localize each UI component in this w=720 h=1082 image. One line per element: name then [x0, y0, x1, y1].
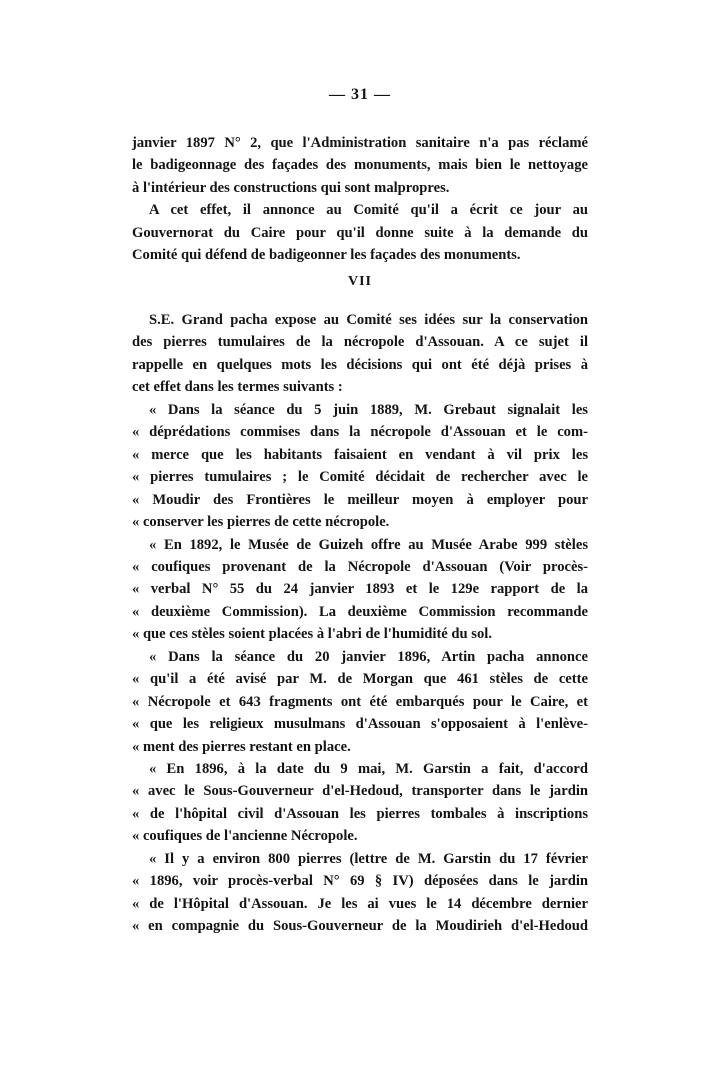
text-line: « Dans la séance du 20 janvier 1896, Artin pacha annonce: [149, 648, 588, 665]
text-line: des pierres tumulaires de la nécropole d'Assouan. A ce sujet il: [132, 334, 588, 351]
text-line: « Il y a environ 800 pierres (lettre de M. Garstin du 17 février: [149, 850, 588, 867]
text-line: « Nécropole et 643 fragments ont été embarqués pour le Caire, et: [132, 693, 588, 710]
text-line: « que les religieux musulmans d'Assouan s'opposaient à l'enlève-: [132, 716, 588, 733]
text-line: « Moudir des Frontières le meilleur moyen à employer pour: [132, 491, 588, 508]
text-line: « ment des pierres restant en place.: [132, 738, 351, 755]
text-line: cet effet dans les termes suivants :: [132, 379, 343, 396]
text-line: « coufiques provenant de la Nécropole d'Assouan (Voir procès-: [132, 558, 588, 575]
text-line: « merce que les habitants faisaient en vendant à vil prix les: [132, 446, 588, 463]
text-line: « avec le Sous-Gouverneur d'el-Hedoud, transporter dans le jardin: [132, 783, 588, 800]
text-line: « Dans la séance du 5 juin 1889, M. Grebaut signalait les: [149, 401, 588, 418]
text-line: Gouvernorat du Caire pour qu'il donne suite à la demande du: [132, 224, 588, 241]
text-line: « que ces stèles soient placées à l'abri de l'humidité du sol.: [132, 626, 492, 643]
text-line: « 1896, voir procès-verbal N° 69 § IV) déposées dans le jardin: [132, 873, 588, 890]
text-line: « de l'Hôpital d'Assouan. Je les ai vues le 14 décembre dernier: [132, 895, 588, 912]
text-line: « coufiques de l'ancienne Nécropole.: [132, 828, 358, 845]
page-number: — 31 —: [329, 86, 391, 103]
text-line: Comité qui défend de badigeonner les façades des monuments.: [132, 247, 521, 263]
text-line: à l'intérieur des constructions qui sont malpropres.: [132, 179, 450, 196]
text-line: « en compagnie du Sous-Gouverneur de la Moudirieh d'el-Hedoud: [132, 918, 588, 935]
text-line: janvier 1897 N° 2, que l'Administration sanitaire n'a pas réclamé: [132, 135, 588, 151]
text-line: « déprédations commises dans la nécropole d'Assouan et le com-: [132, 424, 588, 441]
text-line: rappelle en quelques mots les décisions qui ont été déjà prises à: [132, 356, 588, 373]
text-line: « pierres tumulaires ; le Comité décidait de rechercher avec le: [132, 469, 588, 486]
text-line: « de l'hôpital civil d'Assouan les pierres tombales à inscriptions: [132, 805, 588, 822]
text-line: A cet effet, il annonce au Comité qu'il a écrit ce jour au: [149, 202, 588, 219]
text-line: le badigeonnage des façades des monuments, mais bien le nettoyage: [132, 157, 588, 174]
text-line: « En 1896, à la date du 9 mai, M. Garstin a fait, d'accord: [149, 761, 588, 777]
text-line: « En 1892, le Musée de Guizeh offre au Musée Arabe 999 stèles: [149, 536, 588, 553]
text-line: « qu'il a été avisé par M. de Morgan que 461 stèles de cette: [132, 671, 588, 688]
text-line: « conserver les pierres de cette nécropole.: [132, 514, 390, 531]
section-heading: VII: [347, 274, 372, 289]
text-line: « verbal N° 55 du 24 janvier 1893 et le 129e rapport de la: [132, 581, 588, 598]
text-line: « deuxième Commission). La deuxième Commission recommande: [132, 603, 588, 620]
text-line: S.E. Grand pacha expose au Comité ses idées sur la conservation: [149, 312, 588, 328]
